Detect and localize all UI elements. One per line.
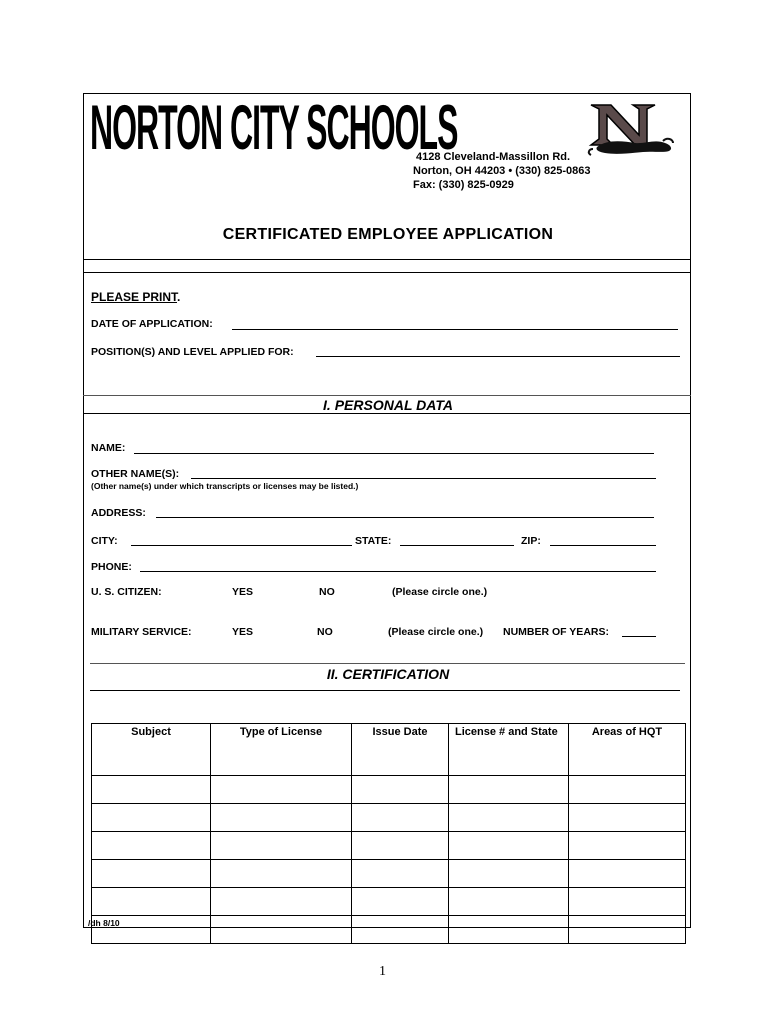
separator-line (83, 413, 691, 414)
table-cell[interactable] (352, 916, 449, 944)
zip-label: ZIP: (521, 535, 541, 547)
table-cell[interactable] (449, 888, 569, 916)
revision-mark: /dh 8/10 (88, 918, 120, 928)
citizen-no-option[interactable]: NO (319, 586, 335, 598)
table-cell[interactable] (211, 776, 352, 804)
table-cell[interactable] (449, 916, 569, 944)
other-names-field[interactable] (191, 478, 656, 479)
separator-line (83, 272, 691, 273)
panther-n-logo-icon (583, 99, 675, 159)
table-cell[interactable] (352, 860, 449, 888)
table-cell[interactable] (449, 860, 569, 888)
address-line-2: Norton, OH 44203 • (330) 825-0863 (413, 165, 591, 177)
table-cell[interactable] (352, 832, 449, 860)
table-cell[interactable] (92, 804, 211, 832)
certification-table (91, 723, 686, 944)
certification-heading: II. CERTIFICATION (326, 666, 450, 682)
phone-label: PHONE: (91, 561, 132, 573)
column-header-issue-date: Issue Date (352, 724, 449, 776)
please-print-text: PLEASE PRINT (91, 290, 178, 304)
date-of-application-field[interactable] (232, 329, 678, 330)
table-cell[interactable] (211, 832, 352, 860)
table-cell[interactable] (449, 832, 569, 860)
separator-line (83, 395, 691, 396)
table-row (92, 916, 686, 944)
city-field[interactable] (131, 545, 352, 546)
city-label: CITY: (91, 535, 118, 547)
table-cell[interactable] (211, 916, 352, 944)
state-field[interactable] (400, 545, 514, 546)
table-cell[interactable] (569, 832, 686, 860)
district-wordmark: NORTON CITY SCHOOLS (90, 92, 458, 163)
table-cell[interactable] (92, 832, 211, 860)
name-field[interactable] (134, 453, 654, 454)
personal-data-heading: I. PERSONAL DATA (323, 397, 453, 413)
table-cell[interactable] (569, 916, 686, 944)
citizen-yes-option[interactable]: YES (232, 586, 254, 598)
state-label: STATE: (355, 535, 392, 547)
column-header-license-type: Type of License (211, 724, 352, 776)
name-label: NAME: (91, 442, 126, 454)
table-row (92, 776, 686, 804)
table-header-row (92, 724, 686, 776)
years-of-service-label: NUMBER OF YEARS: (503, 626, 609, 638)
citizen-instruction: (Please circle one.) (392, 586, 488, 598)
table-cell[interactable] (352, 804, 449, 832)
table-cell[interactable] (211, 860, 352, 888)
table-cell[interactable] (569, 888, 686, 916)
table-row (92, 804, 686, 832)
table-cell[interactable] (352, 888, 449, 916)
military-no-option[interactable]: NO (317, 626, 333, 638)
address-line-3: Fax: (330) 825-0929 (413, 179, 514, 191)
column-header-license-number-state: License # and State (449, 724, 569, 776)
phone-field[interactable] (140, 571, 656, 572)
table-cell[interactable] (449, 776, 569, 804)
separator-line (90, 663, 685, 664)
military-instruction: (Please circle one.) (388, 626, 484, 638)
table-cell[interactable] (92, 776, 211, 804)
other-names-label: OTHER NAME(S): (91, 468, 180, 480)
please-print-instruction (91, 291, 180, 303)
table-cell[interactable] (569, 860, 686, 888)
table-cell[interactable] (92, 888, 211, 916)
table-row (92, 860, 686, 888)
table-cell[interactable] (352, 776, 449, 804)
address-label: ADDRESS: (91, 507, 146, 519)
page-number: 1 (379, 964, 386, 979)
table-cell[interactable] (92, 860, 211, 888)
table-cell[interactable] (569, 776, 686, 804)
column-header-subject: Subject (92, 724, 211, 776)
separator-line (90, 690, 680, 691)
table-row (92, 832, 686, 860)
military-yes-option[interactable]: YES (232, 626, 254, 638)
address-line-1: 4128 Cleveland-Massillon Rd. (416, 151, 571, 163)
military-service-label: MILITARY SERVICE: (91, 626, 192, 638)
separator-line (83, 259, 691, 260)
table-cell[interactable] (449, 804, 569, 832)
address-field[interactable] (156, 517, 654, 518)
years-of-service-field[interactable] (622, 636, 656, 637)
form-title: CERTIFICATED EMPLOYEE APPLICATION (222, 226, 554, 243)
please-print-period: . (177, 290, 181, 304)
us-citizen-label: U. S. CITIZEN: (91, 586, 162, 598)
table-cell[interactable] (211, 888, 352, 916)
table-cell[interactable] (569, 804, 686, 832)
position-applied-field[interactable] (316, 356, 680, 357)
zip-field[interactable] (550, 545, 656, 546)
column-header-areas-hqt: Areas of HQT (569, 724, 686, 776)
table-cell[interactable] (211, 804, 352, 832)
other-names-note: (Other name(s) under which transcripts or licenses may be listed.) (91, 481, 359, 491)
position-applied-label: POSITION(S) AND LEVEL APPLIED FOR: (91, 346, 294, 358)
table-row (92, 888, 686, 916)
date-of-application-label: DATE OF APPLICATION: (91, 318, 213, 330)
